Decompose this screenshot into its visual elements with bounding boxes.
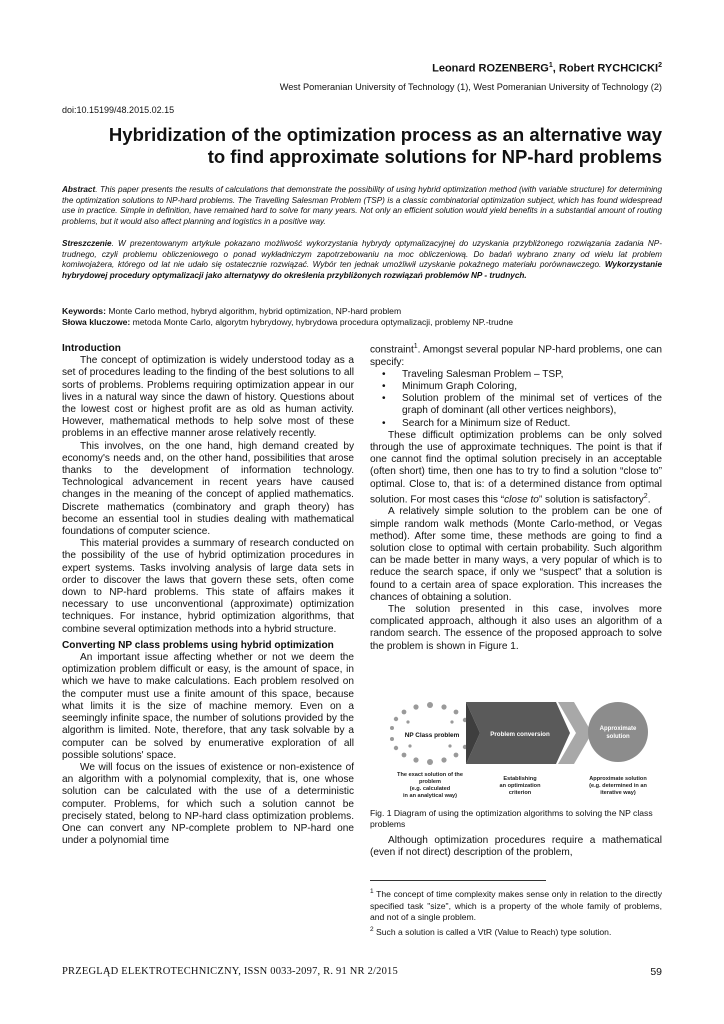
keywords-pl-label: Słowa kluczowe: bbox=[62, 317, 131, 327]
cap2-line2: an optimization bbox=[499, 783, 541, 789]
author-2: Robert RYCHCICKI bbox=[558, 62, 659, 75]
footnote-2-mark: 2 bbox=[370, 926, 374, 934]
paragraph bbox=[370, 430, 662, 507]
heading-converting: Converting NP class problems using hybrid optimization bbox=[62, 639, 334, 651]
authors: Leonard ROZENBERG$^1$, Robert RYCHCICKI$^2$ bbox=[432, 62, 662, 75]
bullet-icon: • bbox=[382, 417, 386, 429]
abstract bbox=[62, 185, 662, 227]
footnote-2 bbox=[370, 924, 662, 939]
footnote-1-text: The concept of time complexity makes sense only in relation to the directly specified task "size", which is a property of the whole family of problems, and not of a single problem. bbox=[370, 888, 662, 923]
list-item bbox=[370, 418, 662, 430]
title-line-1: Hybridization of the optimization process as an alternative way bbox=[108, 124, 662, 145]
np-hard-list bbox=[370, 369, 662, 430]
list-item-text: Solution problem of the minimal set of vertices of the graph of dominant (all other vertices neighbors), bbox=[402, 393, 662, 417]
paragraph: Although optimization procedures require a mathematical (even if not direct) description of the problem, bbox=[370, 835, 662, 859]
footnote-separator bbox=[370, 880, 546, 881]
footnote-ref-1: 1 bbox=[413, 343, 418, 350]
footnote-ref-2: 2 bbox=[643, 492, 648, 500]
right-column bbox=[370, 341, 662, 653]
paragraph: This involves, on the one hand, high demand created by economy's needs and, on the other hand, possibilities that arose thanks to the development of information technology. Technological advancement in recent years have caused changes in the meaning of the concept of applied mathematics. Discrete mathematics (combinatory and graph theory) has become an essential tool in studies dealing with mathematical foundations of computer science. bbox=[62, 440, 354, 538]
cap2-line3: criterion bbox=[508, 790, 532, 796]
streszczenie-title: Wykorzystanie hybrydowej procedury optymalizacji jako alternatywy do określenia przybliżonych rozwiązań problemów NP - trudnych. bbox=[62, 260, 662, 280]
r1-text-a: constraint bbox=[370, 344, 414, 356]
keywords-label: Keywords: bbox=[62, 306, 106, 316]
list-item-text: Traveling Salesman Problem – TSP, bbox=[402, 368, 564, 380]
author-1-affil-mark: 1 bbox=[548, 62, 553, 69]
keywords-en bbox=[62, 306, 662, 317]
paper-title bbox=[52, 124, 662, 168]
abstract-label: Abstract bbox=[62, 185, 96, 194]
conversion-label: Problem conversion bbox=[490, 731, 550, 738]
streszczenie-text: . W prezentowanym artykule pokazano możliwość wykorzystania hybrydy optymalizacyjnej do uzyskania przybliżonego rozwiązania zadania NP-trudnego, czyli problemu obliczeniowego o ponad wykładniczym zapotrzebowaniu na moc obliczeniową. Do badań wybrano znany od wielu lat problem komiwojażera, którego od lat nie udało się ostatecznie rozwiązać. Wybór ten jednak umożliwił uzyskanie pokaźnego materiału porównawczego. bbox=[62, 239, 662, 270]
paragraph: We will focus on the issues of existence or non-existence of an algorithm with a polynomial complexity, that is, one whose solution can be calculated with the use of a deterministic computer. Problems, for which such a solution cannot be precisely stated, belong to NP-hard class optimization problems. One can convert any NP-complete problem to NP-hard one under a polynomial time bbox=[62, 761, 354, 847]
cap1-line3: (e.g. calculated bbox=[409, 786, 451, 792]
figure-1-diagram bbox=[370, 692, 662, 804]
streszczenie bbox=[62, 239, 662, 281]
cap1-line1: The exact solution of the bbox=[397, 772, 463, 778]
cap1-line4: in an analytical way) bbox=[402, 793, 458, 799]
keywords-text: Monte Carlo method, hybryd algorithm, hybrid optimization, NP-hard problem bbox=[105, 306, 402, 316]
list-item bbox=[370, 381, 662, 393]
left-column bbox=[62, 343, 354, 847]
approx-label-line1: Approximate bbox=[599, 726, 637, 732]
list-item bbox=[370, 369, 662, 381]
p2-text-a: These difficult optimization problems can be only solved through the use of approximate techniques. The point is that if one cannot find the optimal solution precisely in an acceptable (often short) time, then one has to try to find a solution “close to” optimal. Close to, that is: of a determined distance from optimal solution. For most cases this “ bbox=[370, 429, 662, 506]
page-number: 59 bbox=[650, 966, 662, 978]
p2-italic: close to bbox=[504, 494, 539, 506]
affiliation: West Pomeranian University of Technology (1), West Pomeranian University of Technology (2) bbox=[279, 82, 662, 92]
p2-text-c: . bbox=[647, 494, 651, 506]
keywords bbox=[62, 306, 662, 328]
p2-text-b: ” solution is satisfactory bbox=[538, 494, 644, 506]
figure-1 bbox=[370, 692, 662, 804]
keywords-pl bbox=[62, 317, 662, 328]
list-item-text: Minimum Graph Coloring, bbox=[402, 380, 517, 392]
cap3-line3: iterative way) bbox=[600, 790, 636, 796]
bullet-icon: • bbox=[382, 380, 386, 392]
list-item-text: Search for a Minimum size of Reduct. bbox=[402, 417, 571, 429]
cap1-line2: problem bbox=[418, 779, 442, 785]
footnotes bbox=[370, 886, 662, 939]
streszczenie-label: Streszczenie bbox=[62, 239, 112, 248]
paragraph: An important issue affecting whether or not we deem the optimization problem difficult or easy, is the amount of space, in which we have to make calculations. Each problem resolved on the computer must use a finite amount of this space, because what limits it is the size of machine memory. Even on a seemingly infinite space, the number of solutions provided by the algorithm is limited. Note, therefore, that any task solvable by a computer can be solved by enumerative exploration of all possible solutions' space. bbox=[62, 652, 354, 761]
list-item bbox=[370, 393, 662, 417]
r1-text-b: . Amongst several popular NP-hard problems, one can specify: bbox=[370, 344, 662, 368]
paragraph: The solution presented in this case, involves more complicated approach, although it also uses an algorithm of a random search. The essence of the proposed approach to solve the problem is shown in Figure 1. bbox=[370, 603, 662, 652]
bullet-icon: • bbox=[382, 368, 386, 380]
footnote-1 bbox=[370, 886, 662, 924]
author-2-affil-mark: 2 bbox=[658, 62, 662, 69]
figure-1-caption: Fig. 1 Diagram of using the optimization algorithms to solving the NP class problems bbox=[370, 808, 653, 829]
title-line-2: to find approximate solutions for NP-hard problems bbox=[207, 146, 662, 167]
cap3-line2: (e.g. determined in an bbox=[589, 783, 647, 789]
author-1: Leonard ROZENBERG bbox=[432, 62, 549, 75]
cap3-line1: Approximate solution bbox=[589, 776, 647, 782]
cap2-line1: Establishing bbox=[503, 776, 537, 782]
np-class-label: NP Class problem bbox=[404, 732, 460, 739]
right-column-continued bbox=[370, 835, 662, 859]
paragraph: A relatively simple solution to the problem can be one of simple random walk methods (Monte Carlo-method, or Vegas method). After some time, these methods are going to find a solution close to optimal with certain probability. Such algorithm can be made better in many ways, a very popular of which is to reduce the search space, if only we “suspect” that a solution is found to a certain area of space exploration. This increases the chances of obtaining a solution. bbox=[370, 506, 662, 603]
footnote-2-text: Such a solution is called a VtR (Value to Reach) type solution. bbox=[373, 927, 612, 938]
keywords-pl-text: metoda Monte Carlo, algorytm hybrydowy, hybrydowa procedura optymalizacji, problemy NP.-trudne bbox=[130, 317, 514, 327]
paragraph bbox=[370, 341, 662, 369]
footnote-1-mark: 1 bbox=[370, 888, 374, 895]
journal-footer: PRZEGLĄD ELEKTROTECHNICZNY, ISSN 0033-2097, R. 91 NR 2/2015 bbox=[62, 966, 398, 977]
approx-label-line2: solution bbox=[606, 734, 630, 740]
heading-introduction: Introduction bbox=[62, 343, 121, 354]
approximate-solution-circle bbox=[588, 702, 648, 762]
bullet-icon: • bbox=[382, 393, 386, 405]
np-class-label-box bbox=[404, 728, 460, 740]
abstract-text: . This paper presents the results of calculations that demonstrate the possibility of using hybrid optimization method (with variable structure) for determining the optimization solutions to NP-hard problems. The Travelling Salesman Problem (TSP) is a classic combinatorial optimization subject, which has found widespread use in practice. Simple in definition, have remained hard to solve for many years. Not only an efficient solution would yield benefits in a substantial amount of routing problems, but it would also affect planning and logistics in a positive way. bbox=[62, 185, 662, 226]
paragraph: The concept of optimization is widely understood today as a set of procedures leading to the finding of the best solutions to all sorts of problems. Problems requiring optimization appear in our lives in a natural way since the dawn of history. Questions about the lowest cost or highest profit are as old as human activity. However, mathematical methods to help solve most of these problems in an effective manner arose relatively recently. bbox=[62, 355, 354, 440]
paragraph: This material provides a summary of research conducted on the possibility of the use of hybrid optimization procedures in expert systems. Tasks involving analysis of large data sets in order to discover the laws that govern these sets, often come down to NP-hard problems. This state of affairs makes it necessary to use unconventional (approximate) optimization techniques. For instance, hybrid optimization algorithms, that combine several optimization methods into a hybrid structure. bbox=[62, 538, 354, 635]
doi: doi:10.15199/48.2015.02.15 bbox=[62, 105, 175, 115]
